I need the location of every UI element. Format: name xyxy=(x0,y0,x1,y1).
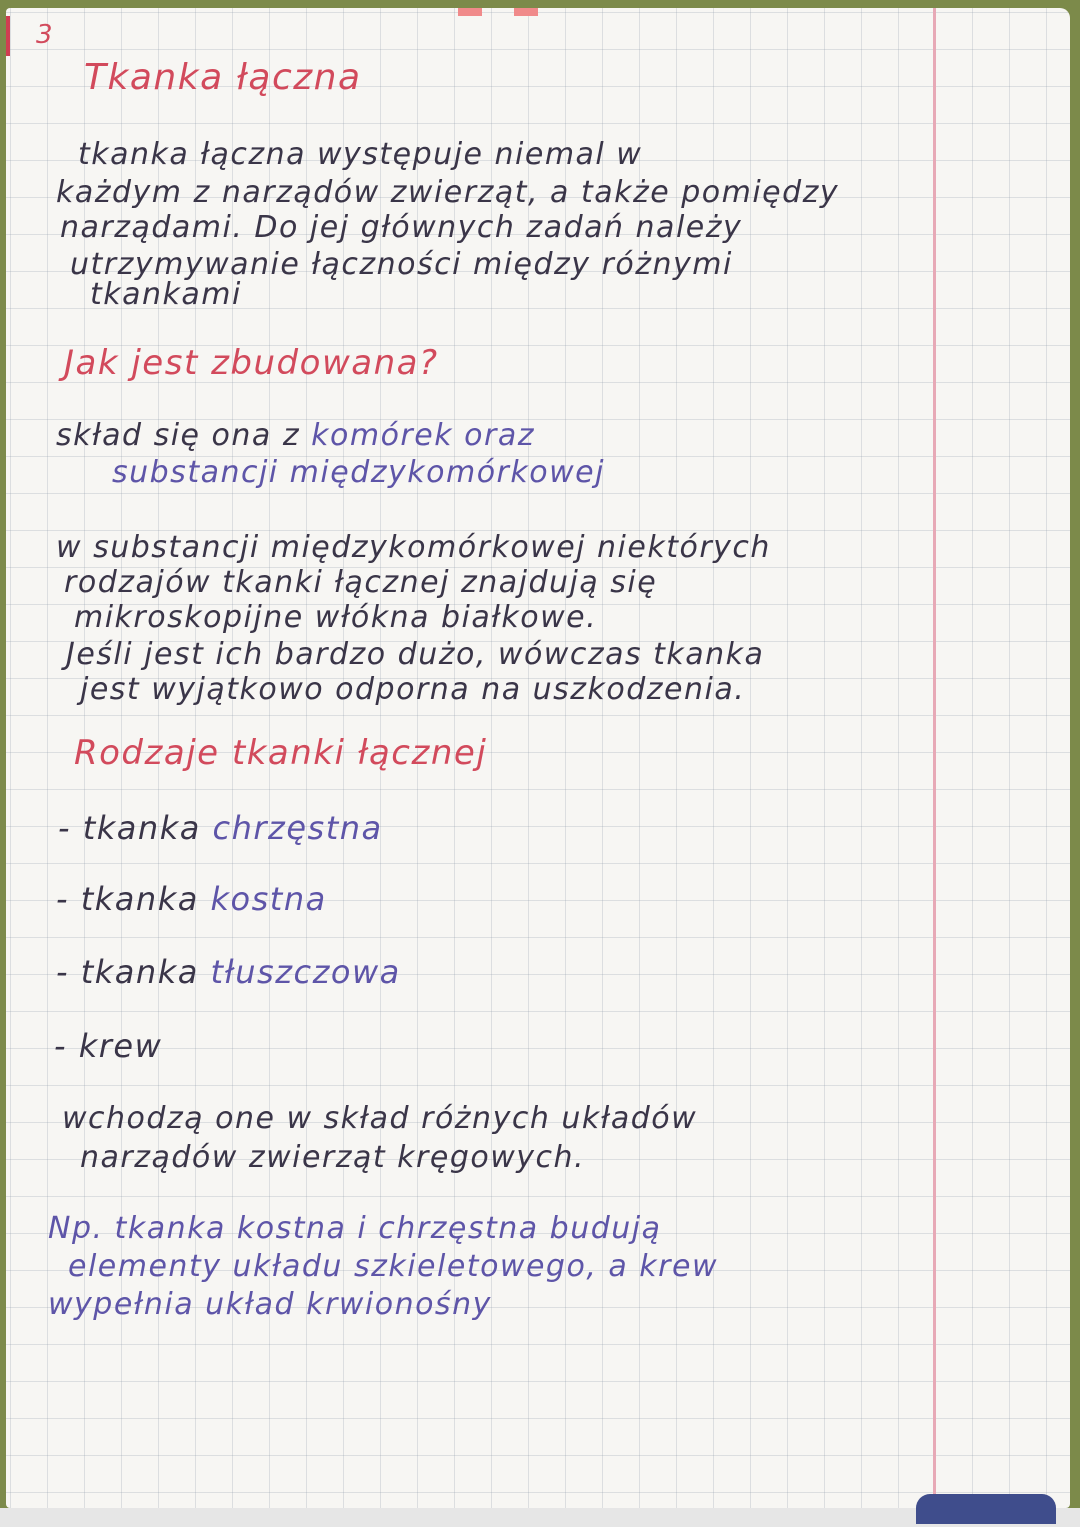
list-item-prefix: - tkanka xyxy=(56,880,199,918)
intro-line: narządami. Do jej głównych zadań należy xyxy=(60,210,743,245)
notebook-logo-icon xyxy=(916,1494,1056,1524)
page-title: Tkanka łączna xyxy=(84,57,362,98)
structure-text: skład się ona z xyxy=(56,418,301,453)
list-item-name: chrzęstna xyxy=(212,809,383,847)
structure-line xyxy=(56,418,535,453)
list-item xyxy=(56,953,401,991)
fibers-line: mikroskopijne włókna białkowe. xyxy=(74,600,598,635)
section-heading-types: Rodzaje tkanki łącznej xyxy=(74,733,488,773)
list-item-prefix: - tkanka xyxy=(56,953,199,991)
list-item xyxy=(56,880,327,918)
list-item-name: tłuszczowa xyxy=(210,953,401,991)
fibers-line: rodzajów tkanki łącznej znajdują się xyxy=(64,565,658,600)
list-item xyxy=(58,809,383,847)
systems-line: wchodzą one w skład różnych układów xyxy=(62,1101,698,1136)
section-heading-structure: Jak jest zbudowana? xyxy=(64,343,439,383)
fibers-line: w substancji międzykomórkowej niektórych xyxy=(56,530,771,565)
example-line: wypełnia układ krwionośny xyxy=(48,1287,492,1322)
intro-line: każdym z narządów zwierząt, a także pomiędzy xyxy=(56,175,840,210)
structure-highlight: komórek oraz xyxy=(311,418,535,453)
page-corner-mark xyxy=(6,16,10,56)
list-item-name: kostna xyxy=(210,880,327,918)
page-tab-mark xyxy=(514,8,538,16)
example-line: elementy układu szkieletowego, a krew xyxy=(68,1249,719,1284)
intro-line: tkankami xyxy=(90,277,242,312)
notebook-page xyxy=(6,8,1070,1508)
example-line: Np. tkanka kostna i chrzęstna budują xyxy=(48,1211,662,1246)
list-item-prefix: - tkanka xyxy=(58,809,201,847)
fibers-line: jest wyjątkowo odporna na uszkodzenia. xyxy=(80,672,746,707)
list-item xyxy=(54,1027,163,1065)
intro-line: tkanka łączna występuje niemal w xyxy=(78,137,643,172)
page-tab-mark xyxy=(458,8,482,16)
systems-line: narządów zwierząt kręgowych. xyxy=(80,1140,586,1175)
structure-highlight-line: substancji międzykomórkowej xyxy=(112,455,605,490)
page-number: 3 xyxy=(36,20,55,50)
margin-line xyxy=(933,8,936,1508)
fibers-line: Jeśli jest ich bardzo dużo, wówczas tkanka xyxy=(66,637,765,672)
intro-line: utrzymywanie łączności między różnymi xyxy=(70,247,733,282)
list-item-prefix: - krew xyxy=(54,1027,163,1065)
